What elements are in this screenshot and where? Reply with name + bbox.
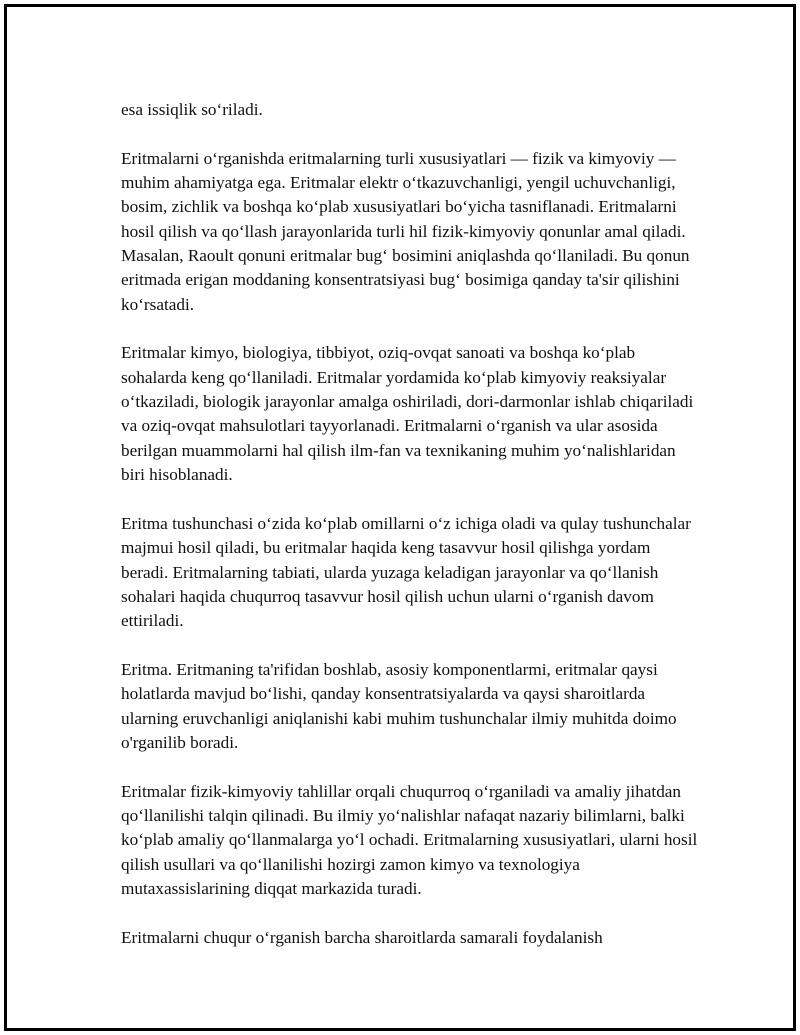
paragraph-7: Eritmalarni chuqur o‘rganish barcha sharoitlarda samarali foydalanish [121, 927, 603, 947]
document-body [121, 98, 701, 974]
paragraph-6: Eritmalar fizik-kimyoviy tahlillar orqali chuqurroq o‘rganiladi va amaliy jihatdan qo‘llanilishi talqin qilinadi. Bu ilmiy yo‘nalishlar nafaqat nazariy bilimlarni, balki ko‘plab amaliy qo‘llanmalarga yo‘l ochadi. Eritmalarning xususiyatlari, ularni hosil qilish usullari va qo‘llanilishi hozirgi zamon kimyo va texnologiya mutaxassislarining diqqat markazida turadi. [121, 781, 698, 898]
paragraph-5: Eritma. Eritmaning ta'rifidan boshlab, asosiy komponentlarmi, eritmalar qaysi holatlarda mavjud bo‘lishi, qanday konsentratsiyalarda va qaysi sharoitlarda ularning eruvchanligi aniqlanishi kabi muhim tushunchalar ilmiy muhitda doimo o'rganilib boradi. [121, 659, 677, 752]
paragraph-3: Eritmalar kimyo, biologiya, tibbiyot, oziq-ovqat sanoati va boshqa ko‘plab sohalarda keng qo‘llaniladi. Eritmalar yordamida ko‘plab kimyoviy reaksiyalar o‘tkaziladi, biologik jarayonlar amalga oshiriladi, dori-darmonlar ishlab chiqariladi va oziq-ovqat mahsulotlari tayyorlanadi. Eritmalarni o‘rganish va ular asosida berilgan muammolarni hal qilish ilm-fan va texnikaning muhim yo‘nalishlaridan biri hisoblanadi. [121, 343, 694, 485]
paragraph-2: Eritmalarni o‘rganishda eritmalarning turli xususiyatlari — fizik va kimyoviy — muhim ahamiyatga ega. Eritmalar elektr o‘tkazuvchanligi, yengil uchuvchanligi, bosim, zichlik va boshqa ko‘plab xususiyatlari bo‘yicha tasniflanadi. Eritmalarni hosil qilish va qo‘llash jarayonlarida turli hil fizik-kimyoviy qonunlar amal qiladi. Masalan, Raoult qonuni eritmalar bug‘ bosimini aniqlashda qo‘llaniladi. Bu qonun eritmada erigan moddaning konsentratsiyasi bug‘ bosimiga qanday ta'sir qilishini ko‘rsatadi. [121, 148, 690, 314]
paragraph-1: esa issiqlik so‘riladi. [121, 100, 263, 119]
paragraph-4: Eritma tushunchasi o‘zida ko‘plab omillarni o‘z ichiga oladi va qulay tushunchalar majmui hosil qiladi, bu eritmalar haqida keng tasavvur hosil qilishga yordam beradi. Eritmalarning tabiati, ularda yuzaga keladigan jarayonlar va qo‘llanish sohalari haqida chuqurroq tasavvur hosil qilish uchun ularni o‘rganish davom ettiriladi. [121, 513, 691, 631]
document-page [4, 4, 796, 1031]
